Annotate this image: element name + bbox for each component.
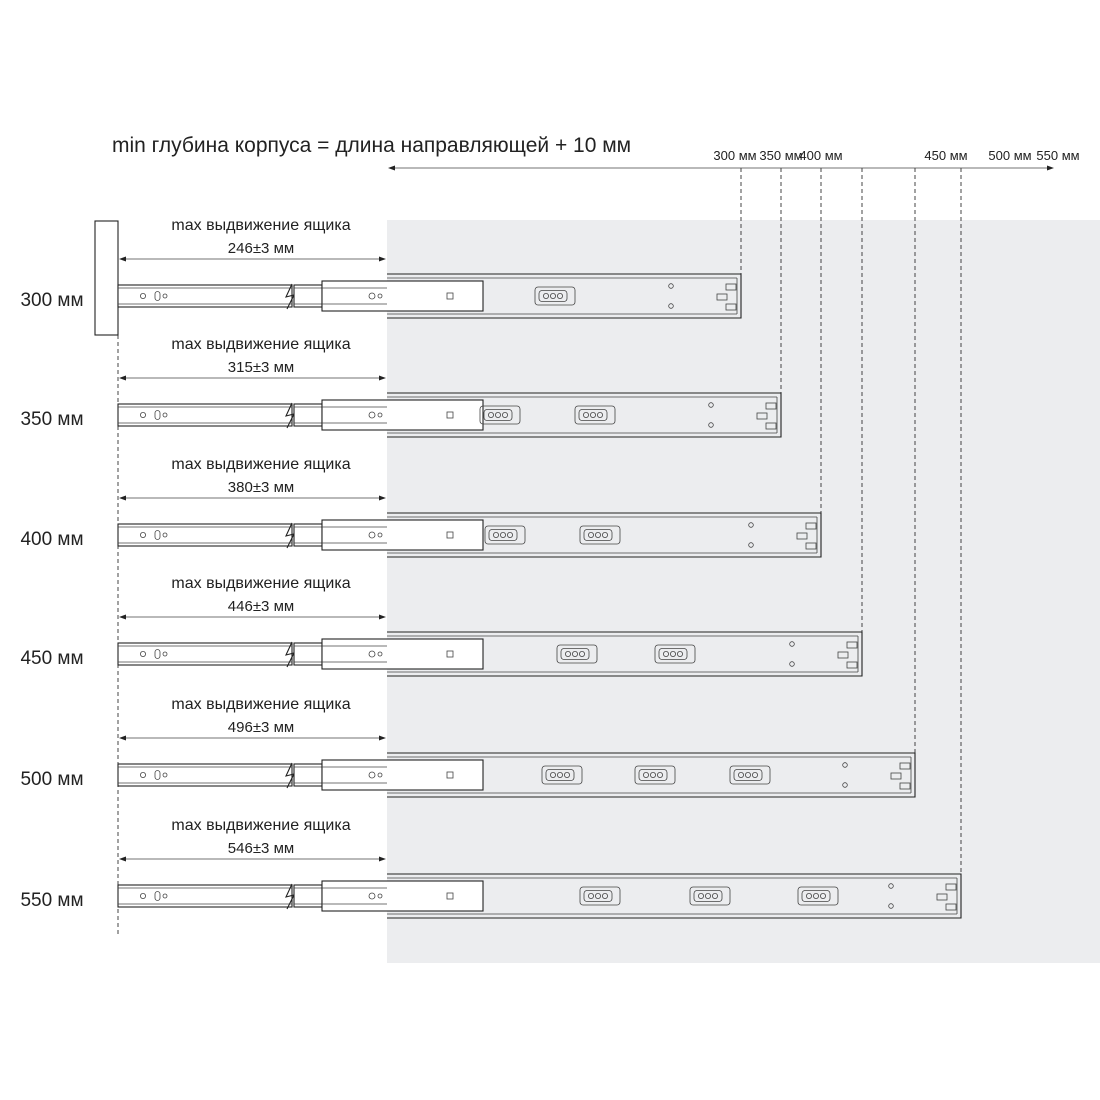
row-size-label: 450 мм xyxy=(20,648,84,669)
dimension-arrow-right xyxy=(379,857,386,862)
extension-caption: max выдвижение ящика xyxy=(171,817,351,834)
middle-rail xyxy=(322,520,483,550)
extension-value: 246±3 мм xyxy=(227,240,295,257)
row-size-label: 550 мм xyxy=(20,890,84,911)
extension-value: 446±3 мм xyxy=(227,598,295,615)
extension-value: 546±3 мм xyxy=(227,840,295,857)
scale-label: 350 мм xyxy=(759,148,803,163)
middle-rail xyxy=(322,881,483,911)
inner-rail xyxy=(118,884,322,909)
extension-caption: max выдвижение ящика xyxy=(171,575,351,592)
middle-rail xyxy=(322,760,483,790)
extension-value: 496±3 мм xyxy=(227,719,295,736)
row-size-label: 500 мм xyxy=(20,769,84,790)
extension-caption: max выдвижение ящика xyxy=(171,696,351,713)
scale-label: 300 мм xyxy=(713,148,757,163)
extension-value: 315±3 мм xyxy=(227,359,295,376)
inner-rail xyxy=(118,642,322,667)
scale-label: 500 мм xyxy=(988,148,1032,163)
dimension-arrow-left xyxy=(119,376,126,381)
inner-rail xyxy=(118,403,322,428)
dimension-arrow-right xyxy=(379,257,386,262)
inner-rail xyxy=(118,523,322,548)
dimension-arrow-left xyxy=(119,736,126,741)
dimension-arrow-left xyxy=(119,496,126,501)
extension-caption: max выдвижение ящика xyxy=(171,217,351,234)
scale-axis xyxy=(388,166,1054,171)
dimension-arrow-left xyxy=(119,257,126,262)
dimension-arrow-left xyxy=(119,615,126,620)
dimension-arrow-right xyxy=(379,496,386,501)
dimension-arrow-right xyxy=(379,615,386,620)
cabinet-area xyxy=(387,220,1100,963)
inner-rail xyxy=(118,284,322,309)
middle-rail xyxy=(322,281,483,311)
cabinet-side-panel xyxy=(95,221,118,335)
dimension-arrow-left xyxy=(119,857,126,862)
row-size-label: 350 мм xyxy=(20,409,84,430)
diagram-title: min глубина корпуса = длина направляющей + 10 мм xyxy=(112,134,632,157)
scale-label: 550 мм xyxy=(1036,148,1080,163)
scale-label: 400 мм xyxy=(799,148,843,163)
cabinet-side-board xyxy=(95,221,118,335)
middle-rail xyxy=(322,400,483,430)
dimension-arrow-right xyxy=(379,736,386,741)
inner-rail xyxy=(118,763,322,788)
middle-rail xyxy=(322,639,483,669)
scale-axis-arrow-right xyxy=(1047,166,1054,171)
extension-caption: max выдвижение ящика xyxy=(171,456,351,473)
scale-axis-arrow-left xyxy=(388,166,395,171)
scale-label: 450 мм xyxy=(924,148,968,163)
dimension-arrow-right xyxy=(379,376,386,381)
row-size-label: 400 мм xyxy=(20,529,84,550)
extension-value: 380±3 мм xyxy=(227,479,295,496)
scale-labels xyxy=(713,148,1079,163)
row-size-label: 300 мм xyxy=(20,290,84,311)
extension-caption: max выдвижение ящика xyxy=(171,336,351,353)
